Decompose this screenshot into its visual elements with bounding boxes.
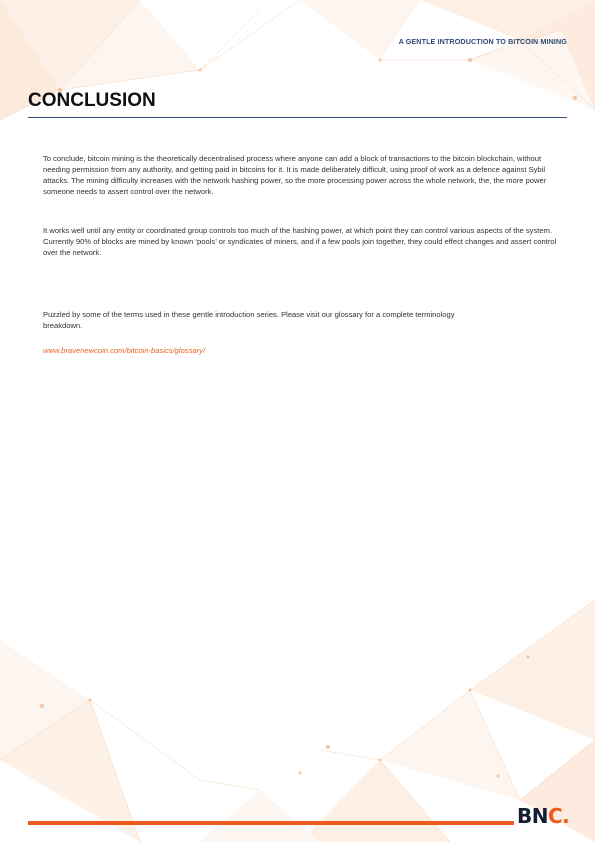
bnc-logo xyxy=(517,805,569,827)
running-header: A GENTLE INTRODUCTION TO BITCOIN MINING xyxy=(398,37,567,46)
paragraph-centralisation: It works well until any entity or coordinated group controls too much of the hashing power, at which point they can control various aspects of the system. Currently 90% of blocks are mined by known ‘pools’ or syndicates of miners, and if a few pools join together, they could effect changes and assert control over the network. xyxy=(43,226,557,257)
paragraph-conclusion: To conclude, bitcoin mining is the theoretically decentralised process where anyone can add a block of transactions to the bitcoin blockchain, without needing permission from any authority, and getting paid in bitcoins for it. It is made deliberately difficult, using proof of work as a defence against Sybil attacks. The mining difficulty increases with the network hashing power, so the more processing power across the whole network, the, the more power someone needs to assert control over the network. xyxy=(43,154,547,196)
glossary-link[interactable]: www.bravenewcoin.com/bitcoin-basics/glossary/ xyxy=(43,346,206,355)
logo-text-accent: C. xyxy=(547,804,570,828)
section-title: CONCLUSION xyxy=(28,90,156,111)
title-divider xyxy=(28,117,567,118)
footer-accent-bar xyxy=(28,821,514,825)
logo-text-main: BN xyxy=(517,804,548,828)
paragraph-glossary-note: Puzzled by some of the terms used in these gentle introduction series. Please visit our glossary for a complete terminology breakdown. xyxy=(43,310,455,330)
